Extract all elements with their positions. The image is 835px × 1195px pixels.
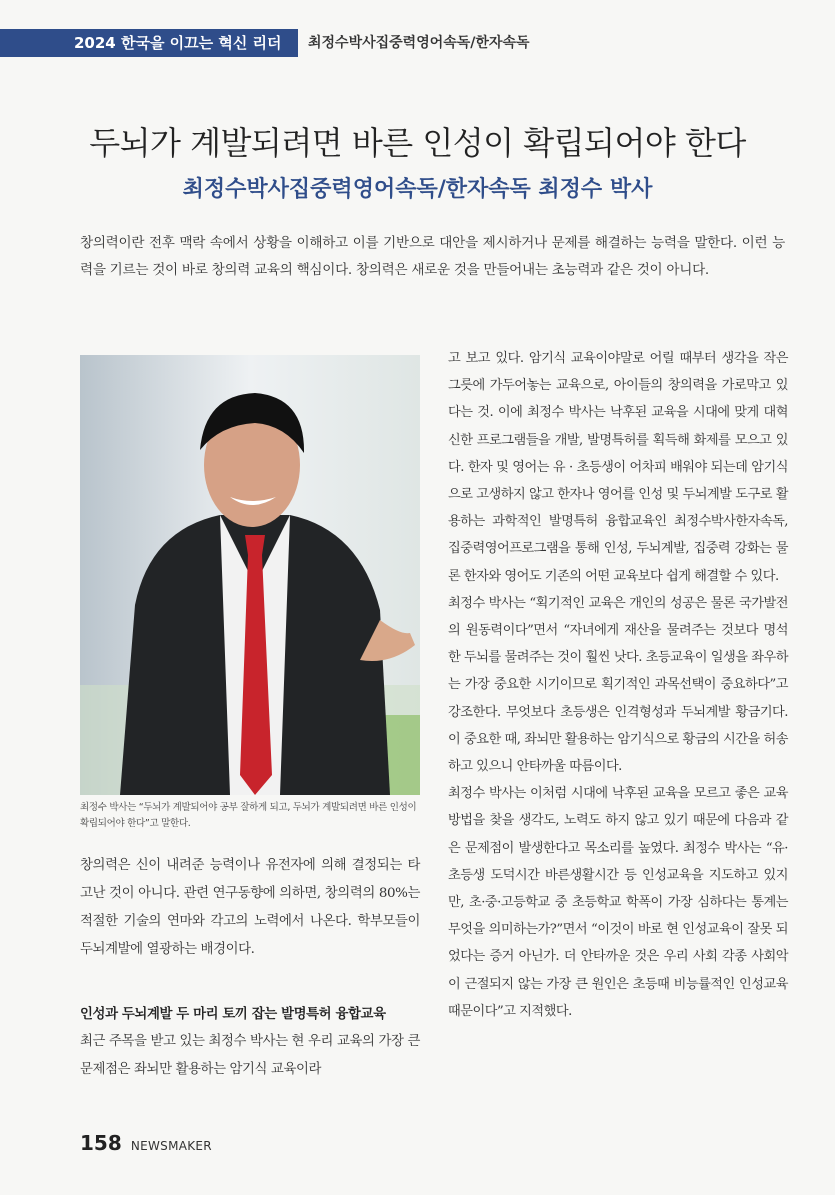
photo-caption: 최정수 박사는 “두뇌가 계발되어야 공부 잘하게 되고, 두뇌가 계발되려면 바른 인성이 확립되어야 한다”고 말한다. — [80, 802, 417, 829]
page-footer — [80, 1131, 212, 1155]
right-column — [448, 345, 788, 1025]
section-subheader: 최정수박사집중력영어속독/한자속독 — [308, 35, 530, 51]
article-subtitle: 최정수박사집중력영어속독/한자속독 최정수 박사 — [182, 177, 653, 202]
body-paragraph: 최근 주목을 받고 있는 최정수 박사는 현 우리 교육의 가장 큰 문제점은 좌뇌만 활용하는 암기식 교육이라 — [80, 1034, 420, 1077]
body-paragraph: 창의력은 신이 내려준 능력이나 유전자에 의해 결정되는 타고난 것이 아니다. 관련 연구동향에 의하면, 창의력의 80%는 적절한 기술의 연마와 각고의 노력에서 나온다. 학부모들이 두뇌계발에 열광하는 배경이다. — [80, 858, 420, 957]
left-column-continued — [80, 1028, 420, 1084]
article-title: 두뇌가 계발되려면 바른 인성이 확립되어야 한다 — [89, 124, 746, 162]
page-number: 158 — [80, 1131, 122, 1155]
section-label: 2024 한국을 이끄는 혁신 리더 — [74, 34, 282, 52]
left-column — [80, 852, 420, 964]
portrait-illustration — [80, 355, 420, 795]
lead-paragraph: 창의력이란 전후 맥락 속에서 상황을 이해하고 이를 기반으로 대안을 제시하거나 문제를 해결하는 능력을 말한다. 이런 능력을 기르는 것이 바로 창의력 교육의 핵심이다. 창의력은 새로운 것을 만들어내는 초능력과 같은 것이 아니다. — [80, 235, 785, 278]
section-heading: 인성과 두뇌계발 두 마리 토끼 잡는 발명특허 융합교육 — [80, 1007, 386, 1022]
portrait-photo — [80, 355, 420, 795]
body-paragraph: 고 보고 있다. 암기식 교육이야말로 어릴 때부터 생각을 작은 그릇에 가두어놓는 교육으로, 아이들의 창의력을 가로막고 있다는 것. 이에 최정수 박사는 낙후된 교육을 시대에 맞게 대혁신한 프로그램들을 개발, 발명특허를 획득해 화제를 모으고 있다. 한자 및 영어는 유 · 초등생이 어차피 배워야 되는데 암기식으로 고생하지 않고 한자나 영어를 인성 및 두뇌계발 도구로 활용하는 과학적인 발명특허 융합교육인 최정수박사한자속독, 집중력영어프로그램을 통해 인성, 두뇌계발, 집중력 강화는 물론 한자와 영어도 기존의 어떤 교육보다 쉽게 해결할 수 있다. — [448, 351, 788, 584]
publication-name: NEWSMAKER — [130, 1139, 212, 1153]
body-paragraph: 최정수 박사는 “획기적인 교육은 개인의 성공은 물론 국가발전의 원동력이다”면서 “자녀에게 재산을 물려주는 것보다 명석한 두뇌를 물려주는 것이 훨씬 낫다. 초등교육이 일생을 좌우하는 가장 중요한 시기이므로 획기적인 과목선택이 중요하다”고 강조한다. 무엇보다 초등생은 인격형성과 두뇌계발 황금기다. 이 중요한 때, 좌뇌만 활용하는 암기식으로 황금의 시간을 허송하고 있으니 안타까울 따름이다. — [448, 595, 788, 775]
body-paragraph: 최정수 박사는 이처럼 시대에 낙후된 교육을 모르고 좋은 교육방법을 찾을 생각도, 노력도 하지 않고 있기 때문에 다음과 같은 문제점이 발생한다고 목소리를 높였다. 최정수 박사는 “유·초등생 도덕시간 바른생활시간 등 인성교육을 지도하고 있지만, 초·중·고등학교 중 초등학교 학폭이 가장 심하다는 통계는 무엇을 의미하는가?”면서 “이것이 바로 현 인성교육이 잘못 되었다는 증거 아닌가. 더 안타까운 것은 우리 사회 각종 사회악이 근절되지 않는 가장 큰 원인은 초등때 비능률적인 인성교육 때문이다”고 지적했다. — [448, 786, 788, 1019]
section-header-bar — [0, 29, 298, 57]
